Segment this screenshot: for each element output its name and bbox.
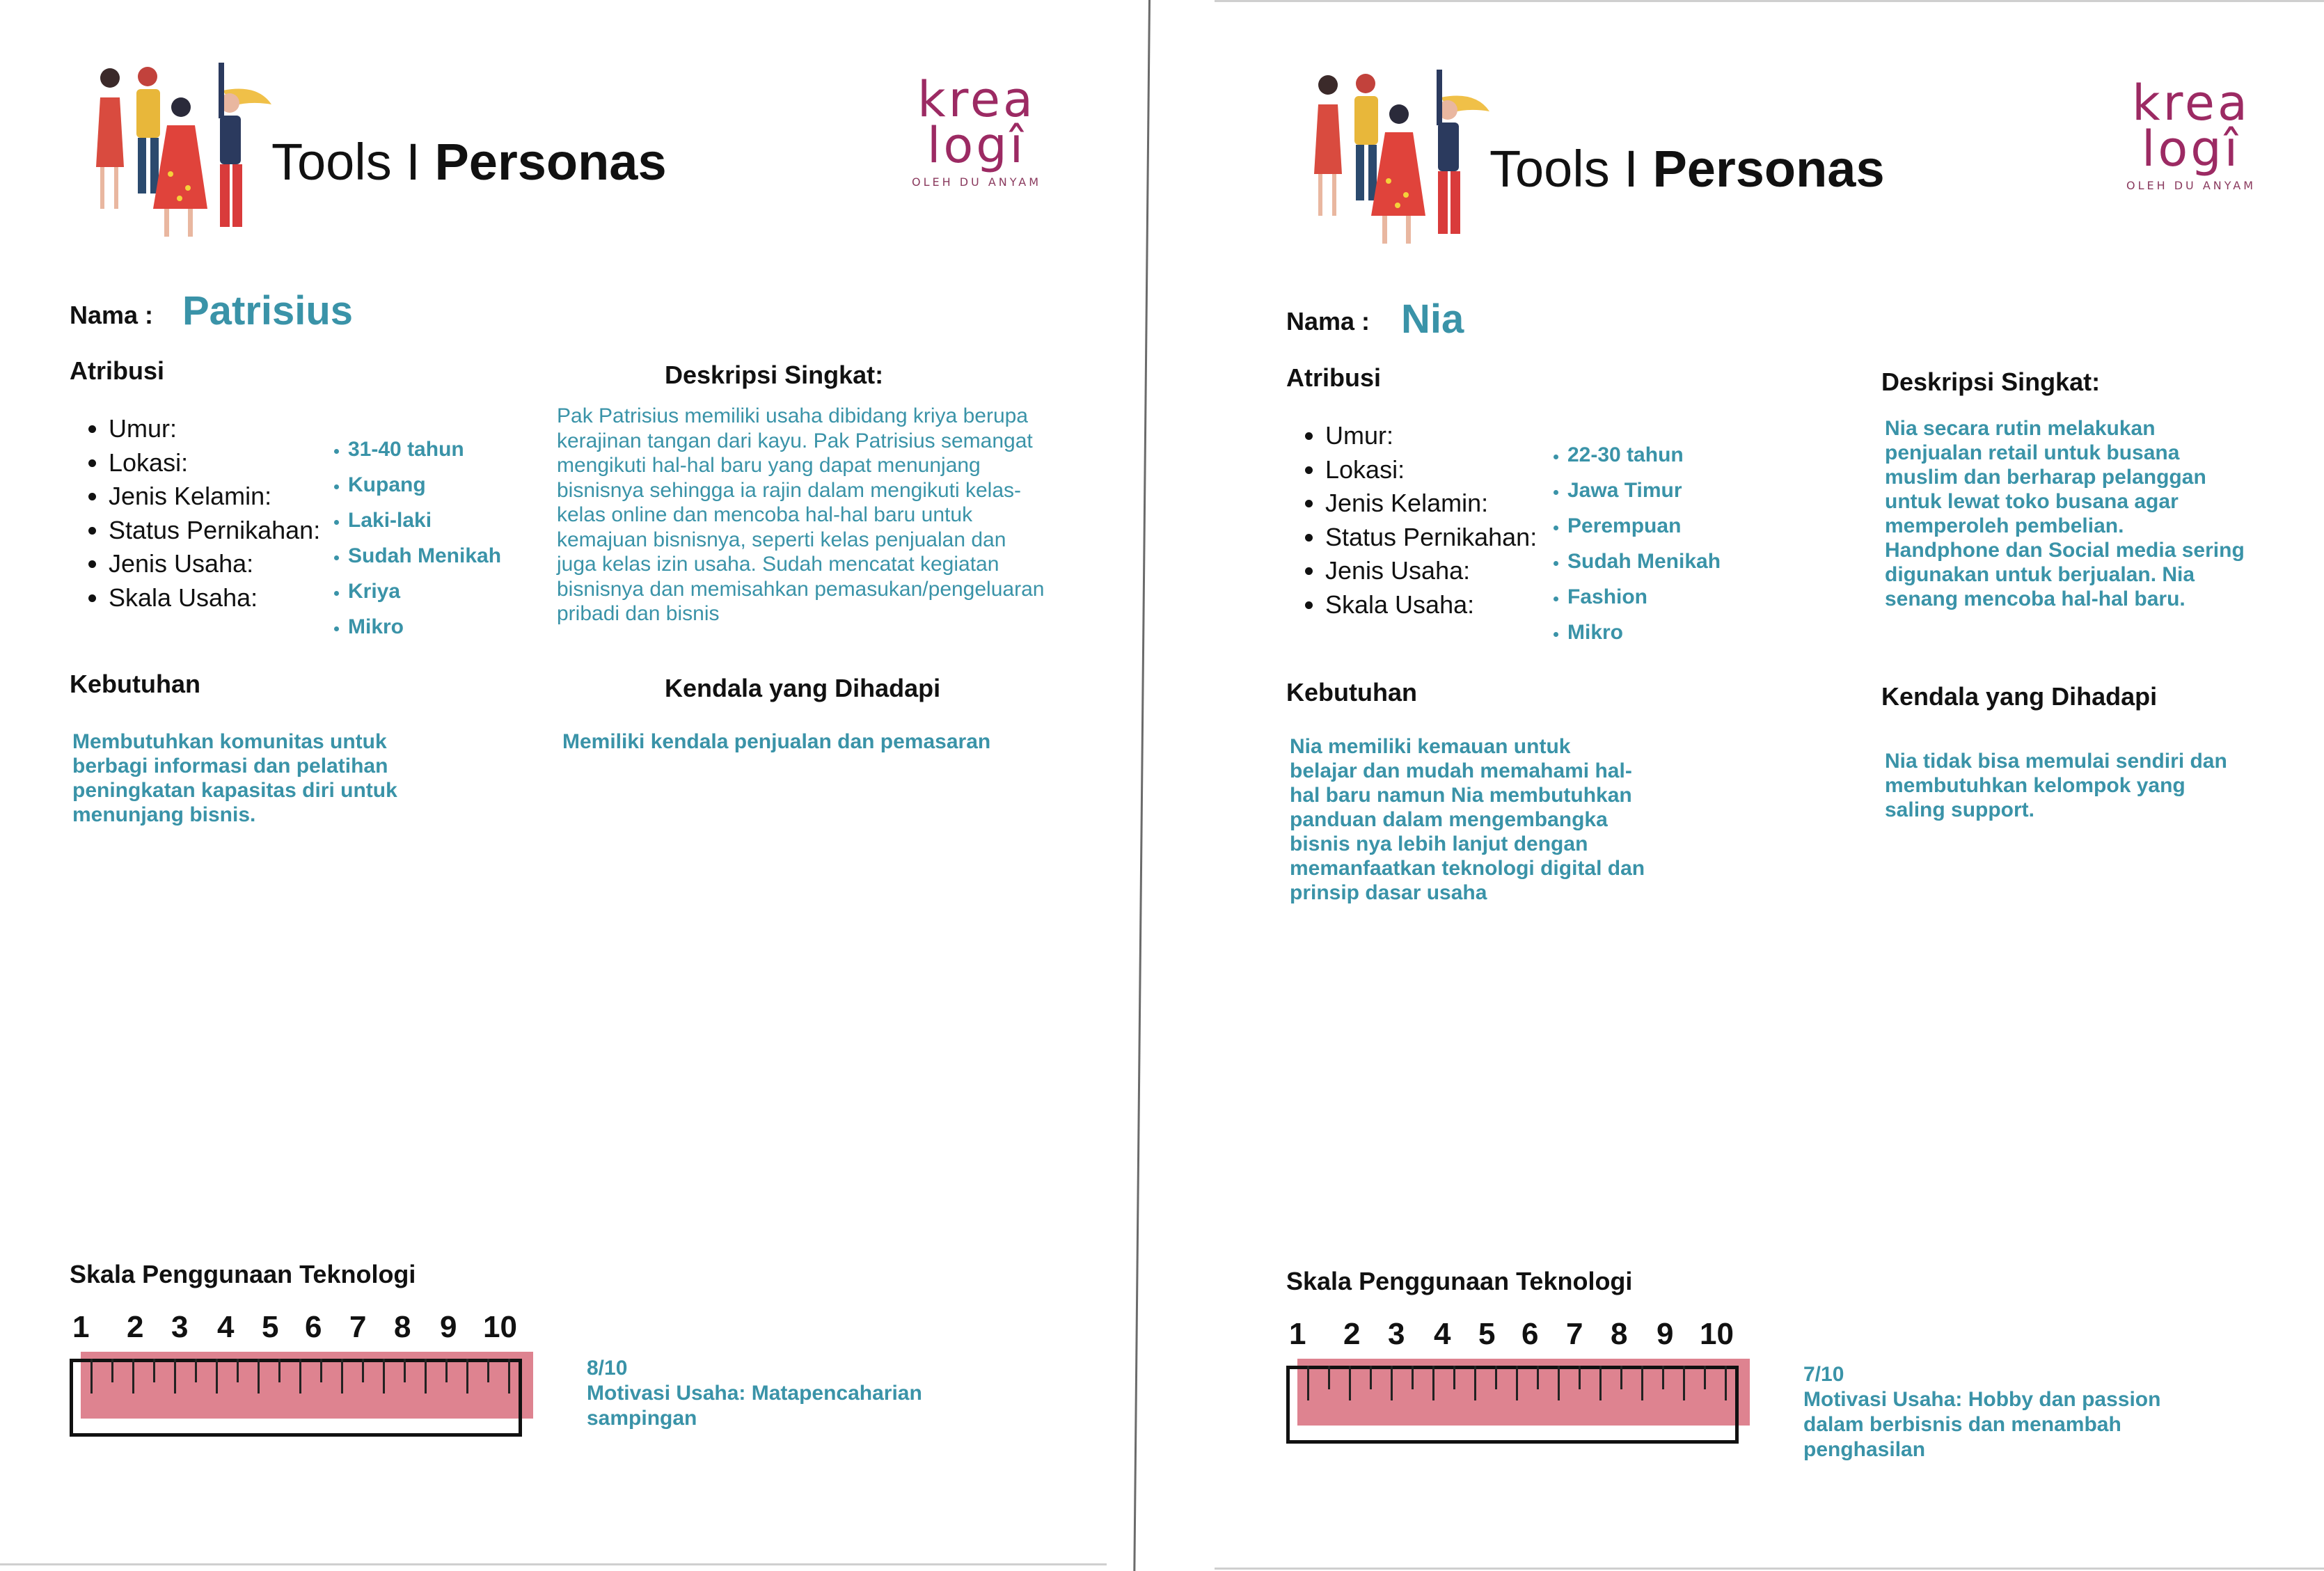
ruler-tick — [174, 1359, 176, 1394]
text-line: digunakan untuk berjualan. Nia — [1885, 563, 2195, 586]
scale-label-8: 8 — [1611, 1317, 1628, 1351]
atribusi-value: • Kupang — [348, 467, 501, 503]
ruler-tick — [404, 1359, 406, 1382]
ruler-tick — [1328, 1366, 1330, 1389]
ruler-tick — [466, 1359, 468, 1394]
name-label: Nama : — [1286, 307, 1370, 335]
ruler-tick — [1579, 1366, 1581, 1389]
atribusi-title: Atribusi — [1286, 363, 1382, 392]
scale-label-1: 1 — [72, 1310, 90, 1344]
text-line: hal baru namun Nia membutuhkan — [1290, 784, 1632, 807]
text-line: bisnisnya sehingga ia rajin dalam mengikuti kelas- — [557, 478, 1022, 502]
text-line: Handphone dan Social media sering — [1885, 539, 2245, 562]
atribusi-value: • 22-30 tahun — [1567, 437, 1721, 473]
scale-label-10: 10 — [1700, 1317, 1734, 1351]
people-illustration — [84, 63, 285, 244]
ruler-tick — [1704, 1366, 1706, 1389]
scale-label-3: 3 — [171, 1310, 189, 1344]
header-title-bold: Personas — [434, 133, 667, 191]
text-line: saling support. — [1885, 798, 2035, 821]
atribusi-value: • Jawa Timur — [1567, 473, 1721, 508]
ruler-tick — [1370, 1366, 1372, 1389]
text-line: sampingan — [587, 1407, 697, 1430]
header-title — [1489, 139, 1885, 198]
name-label: Nama : — [70, 301, 154, 329]
ruler-tick — [1537, 1366, 1539, 1389]
atribusi-values — [1547, 437, 1721, 650]
ruler-tick — [1683, 1366, 1685, 1400]
score-block — [1803, 1362, 2160, 1462]
text-line: mengikuti hal-hal baru yang dapat menunjang — [557, 454, 981, 477]
deskripsi-title: Deskripsi Singkat: — [665, 361, 884, 389]
atribusi-value: • Laki-laki — [348, 503, 501, 538]
ruler-tick — [153, 1359, 155, 1382]
deskripsi-title: Deskripsi Singkat: — [1881, 368, 2101, 396]
scale-label-4: 4 — [1434, 1317, 1451, 1351]
ruler-tick — [320, 1359, 322, 1382]
ruler-frame — [70, 1359, 522, 1437]
text-line: Motivasi Usaha: Hobby dan passion — [1803, 1388, 2161, 1411]
atribusi-label: • Jenis Usaha: — [1325, 554, 1537, 588]
kebutuhan-title: Kebutuhan — [70, 670, 200, 698]
text-line: membutuhkan kelompok yang — [1885, 774, 2185, 797]
ruler-tick — [132, 1359, 134, 1394]
text-line: menunjang bisnis. — [72, 803, 256, 826]
krealogi-logo — [912, 71, 1042, 189]
scale-label-6: 6 — [1521, 1317, 1539, 1351]
scale-label-1: 1 — [1289, 1317, 1306, 1351]
atribusi-label: • Jenis Kelamin: — [1325, 487, 1537, 521]
kendala-title: Kendala yang Dihadapi — [1881, 682, 2158, 711]
ruler-tick — [362, 1359, 364, 1382]
ruler-tick — [237, 1359, 239, 1382]
atribusi-title: Atribusi — [70, 356, 165, 385]
header-title-bold: Personas — [1652, 140, 1885, 198]
tech-score: 8/10 — [587, 1357, 628, 1380]
persona-page-1 — [0, 0, 1114, 1571]
text-line: belajar dan mudah memahami hal- — [1290, 759, 1632, 782]
page-divider — [1133, 0, 1151, 1571]
logo-tagline: OLEH DU ANYAM — [2126, 179, 2256, 192]
ruler-tick — [1349, 1366, 1351, 1400]
logo-line-2: logî — [2141, 120, 2241, 177]
atribusi-value: • 31-40 tahun — [348, 432, 501, 467]
persona-name: Nia — [1401, 297, 1464, 342]
ruler-tick — [1432, 1366, 1434, 1400]
text-line: Motivasi Usaha: Matapencaharian — [587, 1382, 922, 1405]
teknologi-title: Skala Penggunaan Teknologi — [70, 1260, 416, 1288]
text-line: senang mencoba hal-hal baru. — [1885, 587, 2185, 610]
text-line: penjualan retail untuk busana — [1885, 441, 2180, 464]
teknologi-title: Skala Penggunaan Teknologi — [1286, 1267, 1633, 1295]
ruler-tick — [1558, 1366, 1560, 1400]
text-line: Nia tidak bisa memulai sendiri dan — [1885, 750, 2227, 773]
atribusi-label: • Jenis Usaha: — [109, 547, 320, 581]
krealogi-logo — [2126, 74, 2256, 192]
atribusi-value: • Fashion — [1567, 579, 1721, 615]
text-line: Membutuhkan komunitas untuk — [72, 730, 387, 753]
atribusi-value: • Perempuan — [1567, 508, 1721, 544]
ruler-tick — [1495, 1366, 1497, 1389]
header-title — [271, 132, 667, 191]
ruler-tick — [1620, 1366, 1622, 1389]
atribusi-label: • Umur: — [109, 412, 320, 446]
ruler-frame — [1286, 1366, 1739, 1444]
ruler-tick — [1391, 1366, 1393, 1400]
text-line: prinsip dasar usaha — [1290, 881, 1487, 904]
text-line: juga kelas izin usaha. Sudah mencatat kegiatan — [557, 553, 999, 576]
text-line: penghasilan — [1803, 1438, 1926, 1461]
atribusi-value: • Sudah Menikah — [348, 538, 501, 574]
deskripsi-text — [557, 404, 1086, 626]
atribusi-labels — [1286, 419, 1537, 622]
kebutuhan-text — [1290, 734, 1679, 905]
scale-label-7: 7 — [349, 1310, 367, 1344]
kendala-text — [1885, 749, 2275, 822]
atribusi-value: • Kriya — [348, 574, 501, 609]
atribusi-values — [327, 432, 501, 645]
scale-label-2: 2 — [1343, 1317, 1361, 1351]
ruler-tick — [1516, 1366, 1518, 1400]
text-line: kelas online dan mencoba hal-hal baru untuk — [557, 503, 973, 526]
tech-score: 7/10 — [1803, 1363, 1844, 1386]
text-line: Pak Patrisius memiliki usaha dibidang kriya berupa — [557, 404, 1028, 427]
kebutuhan-text — [72, 729, 462, 827]
ruler-tick — [1307, 1366, 1309, 1400]
atribusi-label: • Lokasi: — [109, 446, 320, 480]
kendala-title: Kendala yang Dihadapi — [665, 674, 941, 702]
kebutuhan-title: Kebutuhan — [1286, 678, 1417, 706]
logo-line-2: logî — [926, 117, 1027, 174]
ruler-tick — [1662, 1366, 1664, 1389]
atribusi-labels — [70, 412, 320, 615]
text-line: memanfaatkan teknologi digital dan — [1290, 857, 1645, 880]
text-line: Memiliki kendala penjualan dan pemasaran — [562, 730, 991, 753]
ruler-tick — [487, 1359, 489, 1382]
text-line: berbagi informasi dan pelatihan — [72, 755, 388, 777]
logo-tagline: OLEH DU ANYAM — [912, 175, 1042, 189]
ruler-tick — [1453, 1366, 1455, 1389]
scale-label-9: 9 — [1657, 1317, 1674, 1351]
text-line: Nia memiliki kemauan untuk — [1290, 735, 1571, 758]
ruler-tick — [258, 1359, 260, 1394]
text-line: Nia secara rutin melakukan — [1885, 417, 2156, 440]
ruler-tick — [341, 1359, 343, 1394]
atribusi-value: • Mikro — [1567, 615, 1721, 650]
text-line: memperoleh pembelian. — [1885, 514, 2124, 537]
scale-label-8: 8 — [394, 1310, 411, 1344]
scale-label-6: 6 — [305, 1310, 322, 1344]
text-line: peningkatan kapasitas diri untuk — [72, 779, 397, 802]
text-line: kerajinan tangan dari kayu. Pak Patrisius semangat — [557, 429, 1033, 452]
text-line: pribadi dan bisnis — [557, 602, 720, 625]
atribusi-label: • Lokasi: — [1325, 453, 1537, 487]
text-line: panduan dalam mengembangka — [1290, 808, 1608, 831]
text-line: dalam berbisnis dan menambah — [1803, 1413, 2121, 1436]
ruler-tick — [1725, 1366, 1727, 1400]
ruler-tick — [1599, 1366, 1602, 1400]
logo-line-1: krea — [917, 71, 1036, 128]
atribusi-value: • Mikro — [348, 609, 501, 645]
ruler-tick — [383, 1359, 385, 1394]
atribusi-label: • Status Pernikahan: — [109, 514, 320, 548]
ruler-tick — [90, 1359, 93, 1394]
people-illustration — [1302, 70, 1503, 251]
atribusi-value: • Sudah Menikah — [1567, 544, 1721, 579]
ruler-tick — [195, 1359, 197, 1382]
ruler-tick — [299, 1359, 301, 1394]
logo-line-1: krea — [2132, 74, 2250, 132]
motivasi-text — [587, 1381, 922, 1431]
header-title-light: Tools I — [1489, 140, 1653, 198]
ruler-tick — [425, 1359, 427, 1394]
persona-name: Patrisius — [182, 288, 353, 333]
text-line: bisnis nya lebih lanjut dengan — [1290, 832, 1588, 855]
ruler-tick — [278, 1359, 280, 1382]
text-line: bisnisnya dan memisahkan pemasukan/pengeluaran — [557, 577, 1045, 601]
atribusi-label: • Skala Usaha: — [1325, 588, 1537, 622]
scale-label-7: 7 — [1566, 1317, 1583, 1351]
scale-label-10: 10 — [483, 1310, 517, 1344]
deskripsi-text — [1885, 416, 2275, 611]
scale-label-2: 2 — [127, 1310, 144, 1344]
score-block — [587, 1356, 922, 1431]
text-line: kemajuan bisnisnya, seperti kelas penjualan dan — [557, 528, 1006, 551]
atribusi-label: • Umur: — [1325, 419, 1537, 453]
atribusi-label: • Skala Usaha: — [109, 581, 320, 615]
ruler-tick — [111, 1359, 113, 1382]
ruler-tick — [445, 1359, 448, 1382]
ruler-tick — [216, 1359, 218, 1394]
ruler-tick — [1474, 1366, 1476, 1400]
scale-label-9: 9 — [440, 1310, 457, 1344]
ruler-tick — [508, 1359, 510, 1394]
atribusi-label: • Status Pernikahan: — [1325, 521, 1537, 555]
atribusi-label: • Jenis Kelamin: — [109, 480, 320, 514]
kendala-text — [562, 729, 1091, 754]
persona-page-2 — [1215, 0, 2324, 1571]
scale-label-3: 3 — [1388, 1317, 1405, 1351]
scale-label-5: 5 — [262, 1310, 279, 1344]
ruler-tick — [1412, 1366, 1414, 1389]
header-title-light: Tools I — [271, 133, 435, 191]
text-line: muslim dan berharap pelanggan — [1885, 466, 2206, 489]
motivasi-text — [1803, 1387, 2160, 1462]
scale-label-5: 5 — [1478, 1317, 1496, 1351]
ruler-tick — [1641, 1366, 1643, 1400]
text-line: untuk lewat toko busana agar — [1885, 490, 2179, 513]
scale-label-4: 4 — [217, 1310, 235, 1344]
